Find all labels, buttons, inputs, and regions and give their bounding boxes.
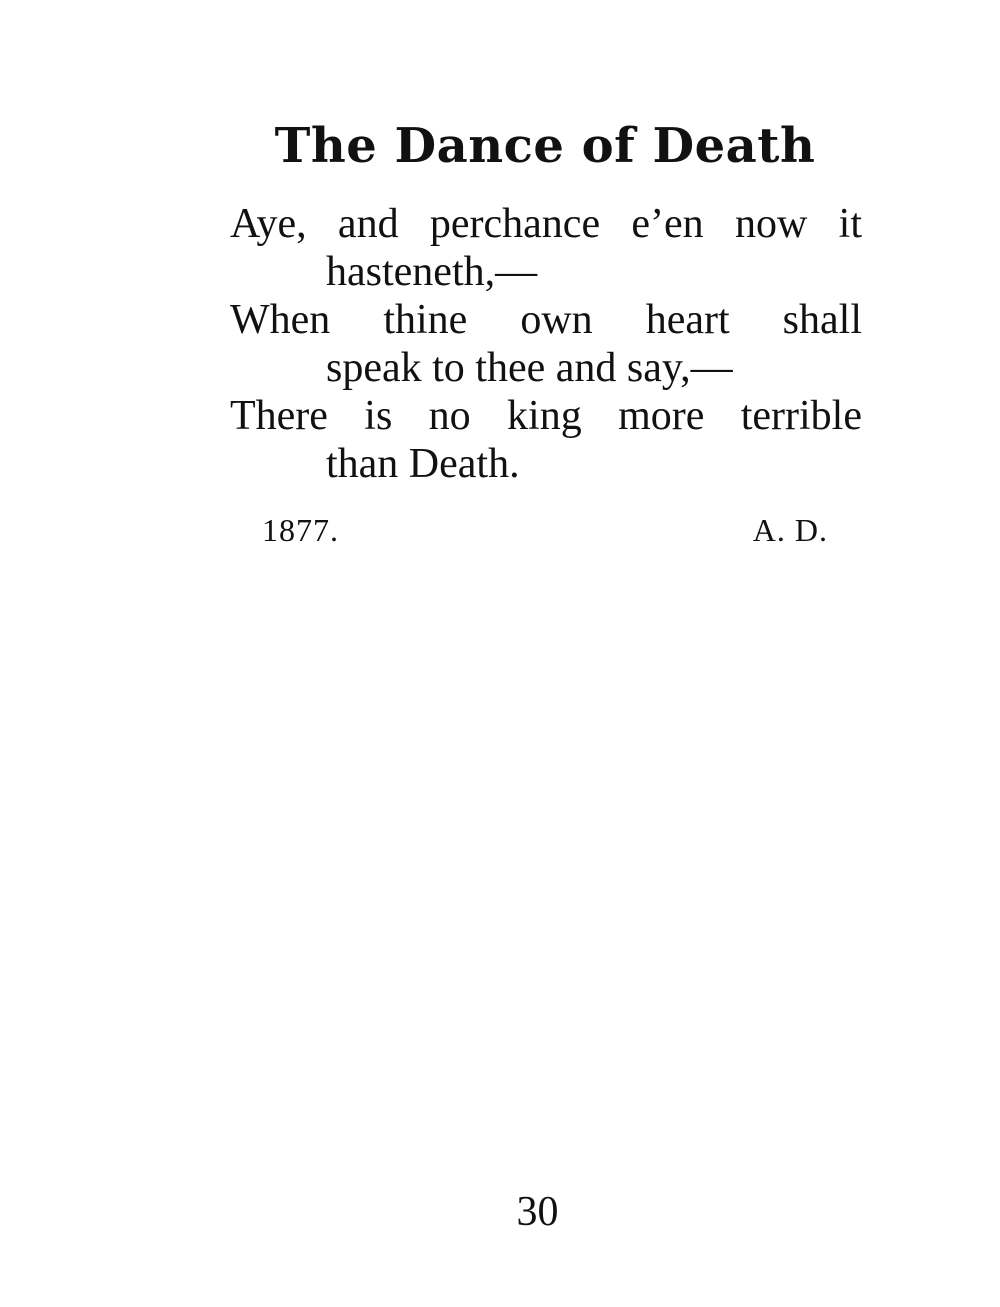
colophon (262, 512, 828, 552)
poem-line-continuation: hasteneth,— (326, 249, 538, 295)
author-initials: A. D. (752, 512, 828, 548)
poem-line: There is no king more terrible (230, 393, 862, 439)
date-line: 1877. (262, 512, 339, 548)
poem-stanza (230, 200, 862, 488)
poem-line-continuation: speak to thee and say,— (326, 345, 733, 391)
poem-line: When thine own heart shall (230, 297, 862, 343)
page-number: 30 (516, 1189, 559, 1235)
poem-line-continuation: than Death. (326, 441, 520, 487)
poem-line: Aye, and perchance e’en now it (230, 201, 862, 247)
running-title: The Dance of Death (274, 118, 816, 174)
